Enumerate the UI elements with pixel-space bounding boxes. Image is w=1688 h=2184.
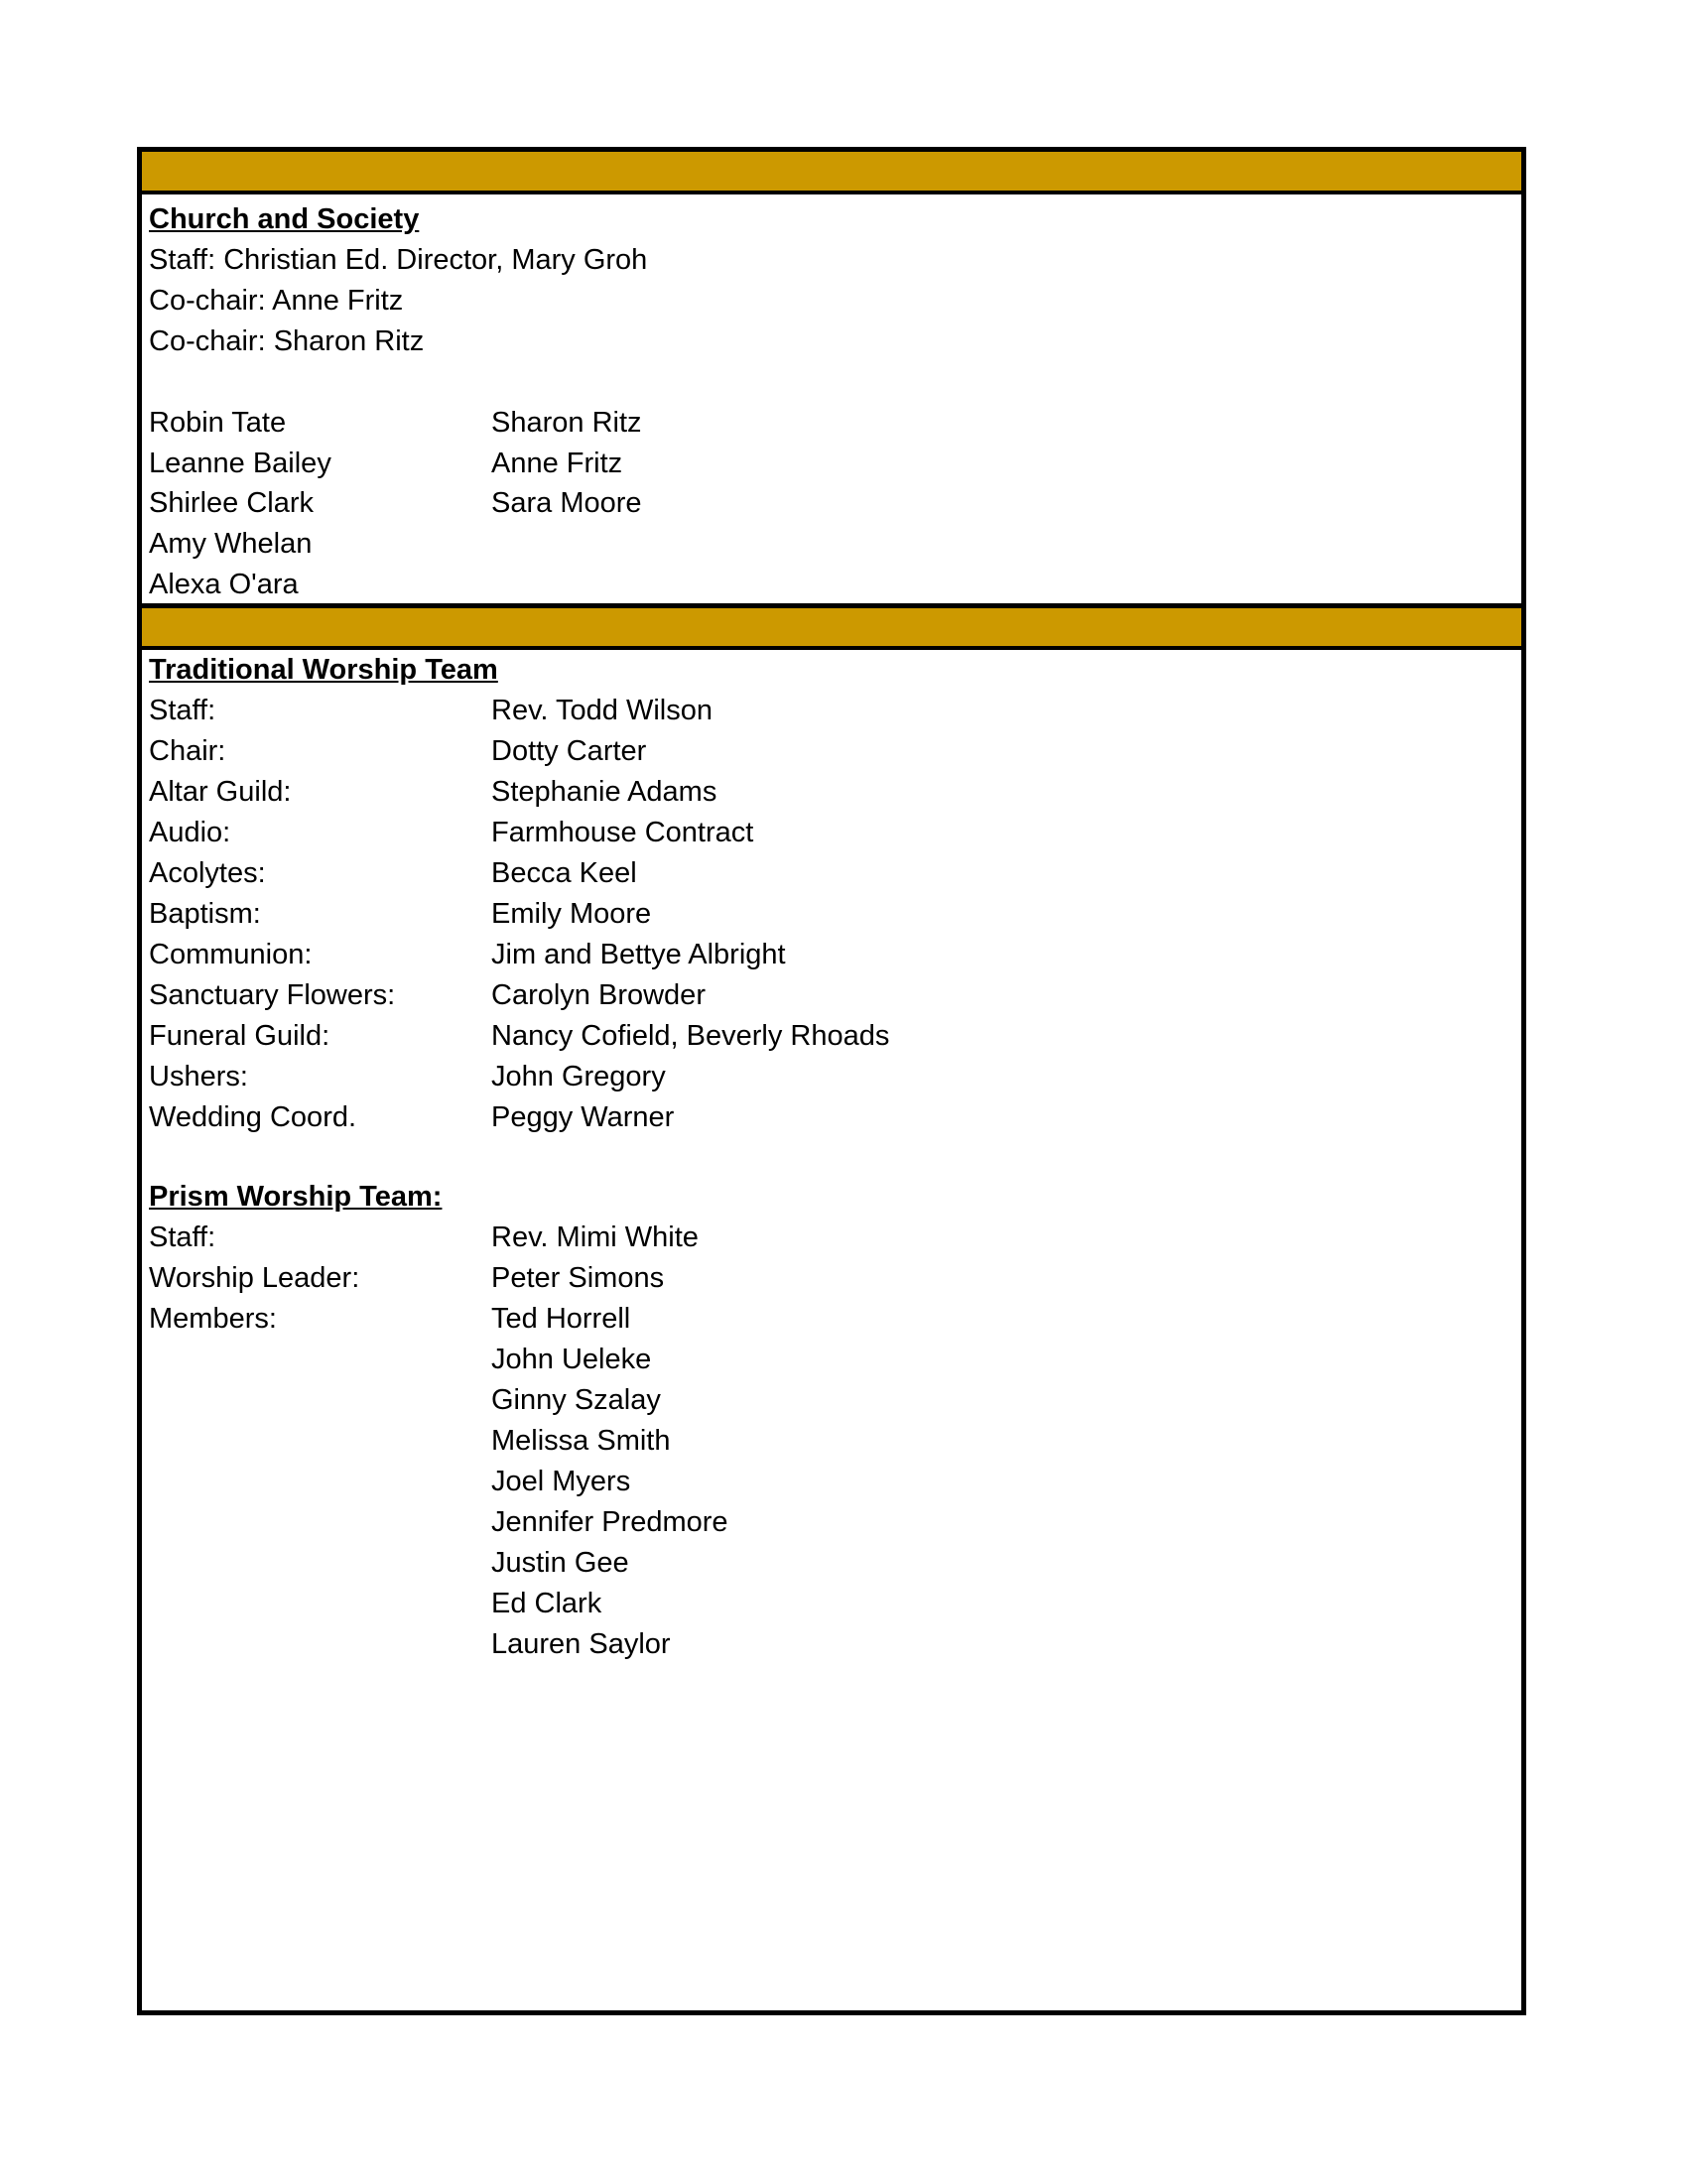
member-name: Leanne Bailey <box>149 448 331 479</box>
member-name: Robin Tate <box>149 407 287 439</box>
role-label: Acolytes: <box>149 857 266 889</box>
staff-line: Staff: Christian Ed. Director, Mary Groh <box>149 244 648 276</box>
role-label: Staff: <box>149 1221 216 1253</box>
member-name: Ted Horrell <box>491 1303 631 1335</box>
role-name: Farmhouse Contract <box>491 817 754 848</box>
member-name: Shirlee Clark <box>149 487 314 519</box>
section-title-church-and-society: Church and Society <box>149 203 420 235</box>
member-name: Melissa Smith <box>491 1425 671 1457</box>
cochair-line: Co-chair: Sharon Ritz <box>149 325 425 357</box>
member-name: Amy Whelan <box>149 528 313 560</box>
role-label: Members: <box>149 1303 277 1335</box>
role-name: John Gregory <box>491 1061 666 1092</box>
role-name: Emily Moore <box>491 898 652 930</box>
role-label: Sanctuary Flowers: <box>149 979 396 1011</box>
member-name: John Ueleke <box>491 1344 652 1375</box>
role-label: Wedding Coord. <box>149 1101 357 1133</box>
member-name: Alexa O'ara <box>149 569 299 600</box>
role-label: Ushers: <box>149 1061 248 1092</box>
member-name: Anne Fritz <box>491 448 623 479</box>
role-name: Nancy Cofield, Beverly Rhoads <box>491 1020 890 1052</box>
member-name: Joel Myers <box>491 1466 631 1497</box>
member-name: Sara Moore <box>491 487 642 519</box>
member-name: Jennifer Predmore <box>491 1506 728 1538</box>
role-label: Chair: <box>149 735 226 767</box>
section-title-prism-worship: Prism Worship Team: <box>149 1181 443 1213</box>
role-label: Altar Guild: <box>149 776 292 808</box>
role-name: Rev. Mimi White <box>491 1221 699 1253</box>
role-name: Rev. Todd Wilson <box>491 695 713 726</box>
role-name: Carolyn Browder <box>491 979 706 1011</box>
role-label: Worship Leader: <box>149 1262 360 1294</box>
committee-table <box>137 147 1526 2015</box>
section-header-band <box>142 152 1521 194</box>
role-label: Baptism: <box>149 898 261 930</box>
member-name: Justin Gee <box>491 1547 629 1579</box>
role-name: Stephanie Adams <box>491 776 717 808</box>
role-label: Staff: <box>149 695 216 726</box>
cochair-line: Co-chair: Anne Fritz <box>149 285 404 317</box>
section-header-band <box>142 603 1521 650</box>
role-label: Audio: <box>149 817 231 848</box>
role-name: Dotty Carter <box>491 735 647 767</box>
member-name: Ed Clark <box>491 1588 602 1619</box>
member-name: Sharon Ritz <box>491 407 642 439</box>
role-name: Peter Simons <box>491 1262 665 1294</box>
member-name: Ginny Szalay <box>491 1384 661 1416</box>
section-title-traditional-worship: Traditional Worship Team <box>149 654 498 686</box>
role-name: Jim and Bettye Albright <box>491 939 786 970</box>
role-label: Funeral Guild: <box>149 1020 330 1052</box>
member-name: Lauren Saylor <box>491 1628 671 1660</box>
role-label: Communion: <box>149 939 313 970</box>
role-name: Peggy Warner <box>491 1101 675 1133</box>
role-name: Becca Keel <box>491 857 637 889</box>
